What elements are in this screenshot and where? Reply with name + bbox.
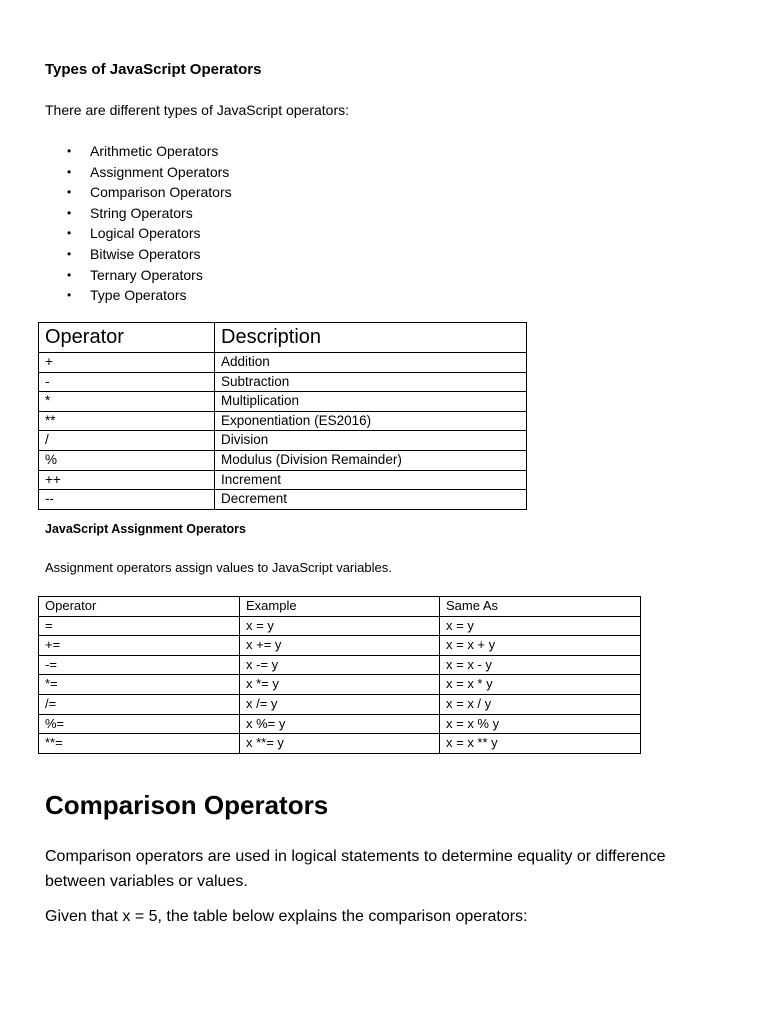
table-row bbox=[39, 353, 527, 373]
types-intro: There are different types of JavaScript operators: bbox=[45, 102, 350, 118]
table-cell: Division bbox=[215, 431, 527, 451]
types-heading: Types of JavaScript Operators bbox=[45, 61, 262, 78]
table-cell: Modulus (Division Remainder) bbox=[215, 450, 527, 470]
table-header-row bbox=[39, 597, 641, 617]
list-item-label: Logical Operators bbox=[90, 225, 201, 242]
table-cell: x **= y bbox=[240, 734, 440, 754]
table-cell: + bbox=[39, 353, 215, 373]
assignment-heading: JavaScript Assignment Operators bbox=[45, 522, 246, 536]
table-cell: x = x + y bbox=[440, 636, 641, 656]
bullet-icon: • bbox=[67, 246, 72, 261]
list-item-label: Bitwise Operators bbox=[90, 245, 201, 262]
table-cell: -- bbox=[39, 490, 215, 510]
list-item bbox=[45, 265, 232, 286]
bullet-icon: • bbox=[67, 205, 72, 220]
list-item-label: Type Operators bbox=[90, 287, 187, 304]
table-cell: % bbox=[39, 450, 215, 470]
column-header-operator: Operator bbox=[39, 597, 240, 617]
table-cell: x = y bbox=[240, 616, 440, 636]
table-row bbox=[39, 450, 527, 470]
table-row bbox=[39, 470, 527, 490]
comparison-given-text: Given that x = 5, the table below explains the comparison operators: bbox=[45, 908, 528, 925]
table-cell: x = x / y bbox=[440, 694, 641, 714]
column-header-example: Example bbox=[240, 597, 440, 617]
arithmetic-operators-table bbox=[38, 322, 527, 510]
table-row bbox=[39, 490, 527, 510]
list-item bbox=[45, 223, 232, 244]
assignment-description: Assignment operators assign values to JavaScript variables. bbox=[45, 560, 392, 575]
table-cell: * bbox=[39, 392, 215, 412]
table-cell: x = x % y bbox=[440, 714, 641, 734]
table-cell: x -= y bbox=[240, 655, 440, 675]
list-item bbox=[45, 162, 232, 183]
table-cell: = bbox=[39, 616, 240, 636]
list-item bbox=[45, 141, 232, 162]
bullet-icon: • bbox=[67, 226, 72, 241]
table-cell: x += y bbox=[240, 636, 440, 656]
table-row bbox=[39, 675, 641, 695]
table-row bbox=[39, 411, 527, 431]
table-row bbox=[39, 636, 641, 656]
table-row bbox=[39, 694, 641, 714]
table-cell: x = x ** y bbox=[440, 734, 641, 754]
list-item bbox=[45, 244, 232, 265]
column-header-description: Description bbox=[215, 323, 527, 353]
list-item bbox=[45, 203, 232, 224]
column-header-same-as: Same As bbox=[440, 597, 641, 617]
table-cell: x /= y bbox=[240, 694, 440, 714]
table-row bbox=[39, 734, 641, 754]
table-cell: x %= y bbox=[240, 714, 440, 734]
operator-types-list bbox=[45, 141, 232, 306]
comparison-description: Comparison operators are used in logical statements to determine equality or difference between variables or values. bbox=[45, 848, 666, 890]
column-header-operator: Operator bbox=[39, 323, 215, 353]
table-row bbox=[39, 392, 527, 412]
assignment-operators-table bbox=[38, 596, 641, 754]
list-item-label: Assignment Operators bbox=[90, 163, 230, 180]
table-row bbox=[39, 616, 641, 636]
list-item bbox=[45, 182, 232, 203]
list-item bbox=[45, 285, 232, 306]
list-item-label: Arithmetic Operators bbox=[90, 143, 219, 159]
table-row bbox=[39, 655, 641, 675]
table-cell: Decrement bbox=[215, 490, 527, 510]
table-cell: Exponentiation (ES2016) bbox=[215, 411, 527, 431]
table-cell: - bbox=[39, 372, 215, 392]
bullet-icon: • bbox=[67, 144, 72, 158]
bullet-icon: • bbox=[67, 288, 72, 303]
bullet-icon: • bbox=[67, 185, 72, 200]
table-cell: *= bbox=[39, 675, 240, 695]
table-cell: += bbox=[39, 636, 240, 656]
bullet-icon: • bbox=[67, 267, 72, 282]
table-row bbox=[39, 714, 641, 734]
table-cell: Addition bbox=[215, 353, 527, 373]
table-cell: ** bbox=[39, 411, 215, 431]
table-cell: **= bbox=[39, 734, 240, 754]
table-cell: / bbox=[39, 431, 215, 451]
table-cell: %= bbox=[39, 714, 240, 734]
table-row bbox=[39, 431, 527, 451]
table-cell: x = y bbox=[440, 616, 641, 636]
table-cell: Multiplication bbox=[215, 392, 527, 412]
table-row bbox=[39, 372, 527, 392]
list-item-label: Comparison Operators bbox=[90, 184, 232, 201]
table-cell: Subtraction bbox=[215, 372, 527, 392]
table-cell: /= bbox=[39, 694, 240, 714]
list-item-label: Ternary Operators bbox=[90, 266, 203, 283]
bullet-icon: • bbox=[67, 164, 72, 179]
table-cell: -= bbox=[39, 655, 240, 675]
list-item-label: String Operators bbox=[90, 204, 193, 221]
table-cell: x *= y bbox=[240, 675, 440, 695]
table-cell: ++ bbox=[39, 470, 215, 490]
table-cell: x = x - y bbox=[440, 655, 641, 675]
table-header-row bbox=[39, 323, 527, 353]
comparison-heading: Comparison Operators bbox=[45, 790, 329, 820]
table-cell: Increment bbox=[215, 470, 527, 490]
table-cell: x = x * y bbox=[440, 675, 641, 695]
